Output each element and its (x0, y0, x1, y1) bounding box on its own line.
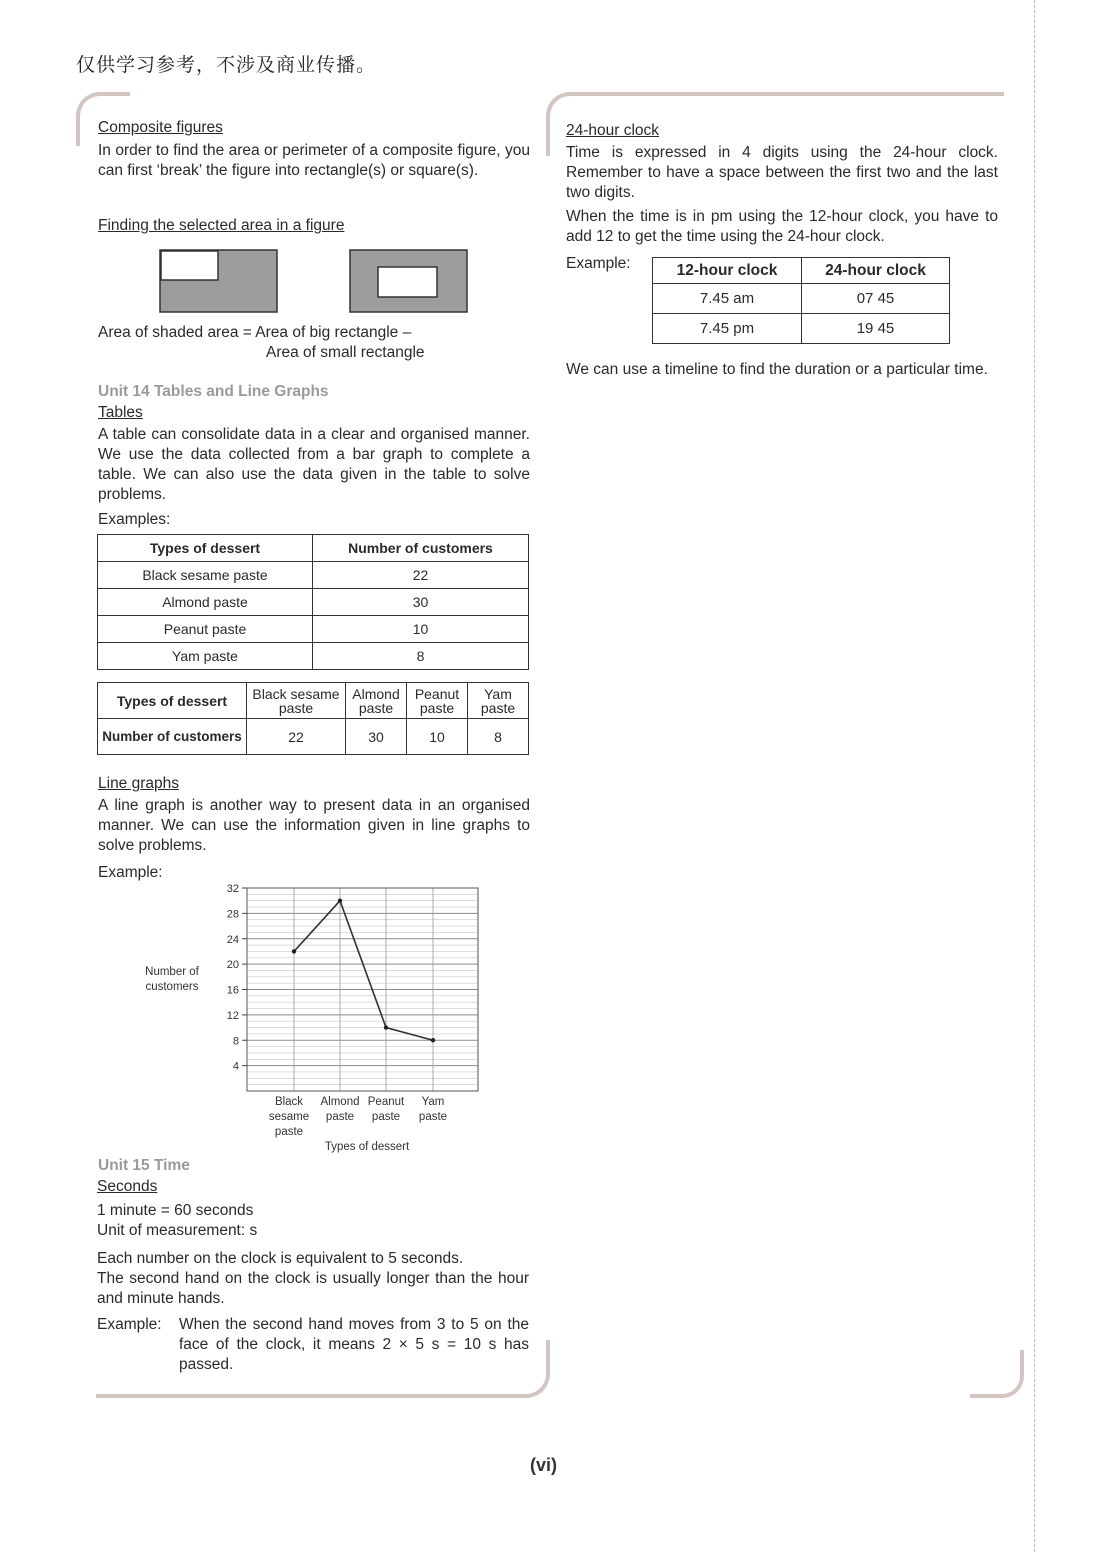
table-header: Types of dessert (98, 535, 313, 562)
seconds-body2: The second hand on the clock is usually longer than the hour and minute hands. (97, 1270, 529, 1307)
table-cell: 30 (346, 719, 407, 755)
table-row-header: Types of dessert (98, 683, 247, 719)
item-label-line1: Black sesame (252, 685, 340, 702)
clock-example-label: Example: (566, 255, 631, 272)
shaded-area-figures (158, 248, 470, 314)
table-cell: Peanut paste (98, 616, 313, 643)
x-tick-label: paste (371, 1111, 401, 1123)
table-cell (247, 683, 346, 719)
table-row-header: Number of customers (98, 719, 247, 755)
clock-conversion-table (652, 257, 950, 344)
composite-figures-body: In order to find the area or perimeter of a composite figure, you can first ‘break’ the figure into rectangle(s) or square(s). (98, 142, 530, 179)
y-tick-label: 28 (226, 908, 239, 921)
seconds-line2: Unit of measurement: s (97, 1222, 258, 1239)
dessert-table-horizontal (97, 682, 529, 755)
x-tick-label: paste (274, 1126, 304, 1138)
unit14-title: Unit 14 Tables and Line Graphs (98, 383, 329, 400)
y-tick-label: 24 (226, 933, 239, 946)
header-note: 仅供学习参考，不涉及商业传播。 (76, 54, 377, 76)
table-cell: 19 45 (802, 314, 950, 344)
y-tick-label: 8 (232, 1035, 239, 1048)
item-label-line1: Yam (484, 685, 512, 702)
examples-label: Examples: (98, 511, 171, 528)
table-cell: 22 (247, 719, 346, 755)
tables-heading: Tables (98, 404, 143, 421)
item-label-line2: paste (358, 699, 394, 716)
tables-body: A table can consolidate data in a clear and organised manner. We use the data collected from a bar graph to complete a table. We can also use the data given in the table to solve problems. (98, 426, 530, 503)
unit15-title: Unit 15 Time (98, 1157, 190, 1174)
table-cell: Black sesame paste (98, 562, 313, 589)
seconds-heading: Seconds (97, 1178, 158, 1195)
data-point (431, 1038, 435, 1042)
item-label-line1: Almond (352, 685, 400, 702)
right-frame-bottom-corner (970, 1350, 1024, 1398)
y-axis-label: customers (145, 981, 199, 993)
table-header: 12-hour clock (653, 258, 802, 284)
line-graph (120, 878, 500, 1158)
table-cell: 22 (313, 562, 529, 589)
dessert-table-vertical (97, 534, 529, 670)
y-axis-label: Number of (145, 966, 199, 978)
composite-figures-heading: Composite figures (98, 119, 223, 136)
y-tick-label: 12 (226, 1009, 239, 1022)
line-graphs-heading: Line graphs (98, 775, 180, 792)
area-formula-line2: Area of small rectangle (266, 344, 425, 361)
data-point (338, 898, 342, 902)
table-cell: 10 (407, 719, 468, 755)
table-cell (346, 683, 407, 719)
seconds-example-label: Example: (97, 1316, 162, 1333)
x-axis-label: Types of dessert (324, 1141, 410, 1153)
table-cell: 8 (468, 719, 529, 755)
clock-24-heading: 24-hour clock (566, 122, 660, 139)
x-tick-label: Black (274, 1096, 304, 1108)
seconds-body1: Each number on the clock is equivalent to 5 seconds. (97, 1250, 464, 1267)
table-cell: 7.45 pm (653, 314, 802, 344)
small-rectangle-corner (161, 251, 218, 280)
page-number: (vi) (530, 1455, 557, 1475)
clock-24-body2: When the time is in pm using the 12-hour clock, you have to add 12 to get the time using the 24-hour clock. (566, 208, 998, 245)
y-tick-label: 16 (226, 984, 239, 997)
clock-24-body1: Time is expressed in 4 digits using the 24-hour clock. Remember to have a space between the first two and the last two digits. (566, 144, 998, 201)
selected-area-heading: Finding the selected area in a figure (98, 217, 345, 234)
table-cell: 7.45 am (653, 284, 802, 314)
x-tick-label: sesame (268, 1111, 310, 1123)
table-cell: 07 45 (802, 284, 950, 314)
item-label-line2: paste (419, 699, 455, 716)
line-graphs-body: A line graph is another way to present data in an organised manner. We can use the information given in line graphs to solve problems. (98, 797, 530, 854)
y-tick-label: 4 (232, 1060, 239, 1073)
binding-edge-line (1034, 0, 1035, 1552)
table-cell: Almond paste (98, 589, 313, 616)
x-tick-label: Almond (320, 1096, 360, 1108)
x-tick-label: paste (418, 1111, 448, 1123)
data-point (384, 1025, 388, 1029)
item-label-line1: Peanut (414, 685, 460, 702)
x-tick-label: Peanut (367, 1096, 405, 1108)
table-cell (407, 683, 468, 719)
seconds-example-text: When the second hand moves from 3 to 5 on the face of the clock, it means 2 × 5 s = 10 s has passed. (179, 1316, 529, 1373)
table-header: 24-hour clock (802, 258, 950, 284)
x-tick-label: Yam (421, 1096, 445, 1108)
table-cell (468, 683, 529, 719)
table-cell: 30 (313, 589, 529, 616)
table-cell: 8 (313, 643, 529, 670)
x-tick-label: paste (325, 1111, 355, 1123)
area-formula-line1: Area of shaded area = Area of big rectangle – (98, 324, 412, 341)
table-header: Number of customers (313, 535, 529, 562)
data-point (292, 949, 296, 953)
item-label-line2: paste (480, 699, 516, 716)
item-label-line2: paste (278, 699, 314, 716)
seconds-line1: 1 minute = 60 seconds (97, 1202, 254, 1219)
table-cell: 10 (313, 616, 529, 643)
y-tick-label: 20 (226, 959, 239, 972)
table-cell: Yam paste (98, 643, 313, 670)
line-graph-example-label: Example: (98, 864, 163, 881)
y-tick-label: 32 (226, 883, 239, 895)
timeline-text: We can use a timeline to find the duration or a particular time. (566, 361, 988, 378)
small-rectangle-centre (378, 267, 437, 297)
